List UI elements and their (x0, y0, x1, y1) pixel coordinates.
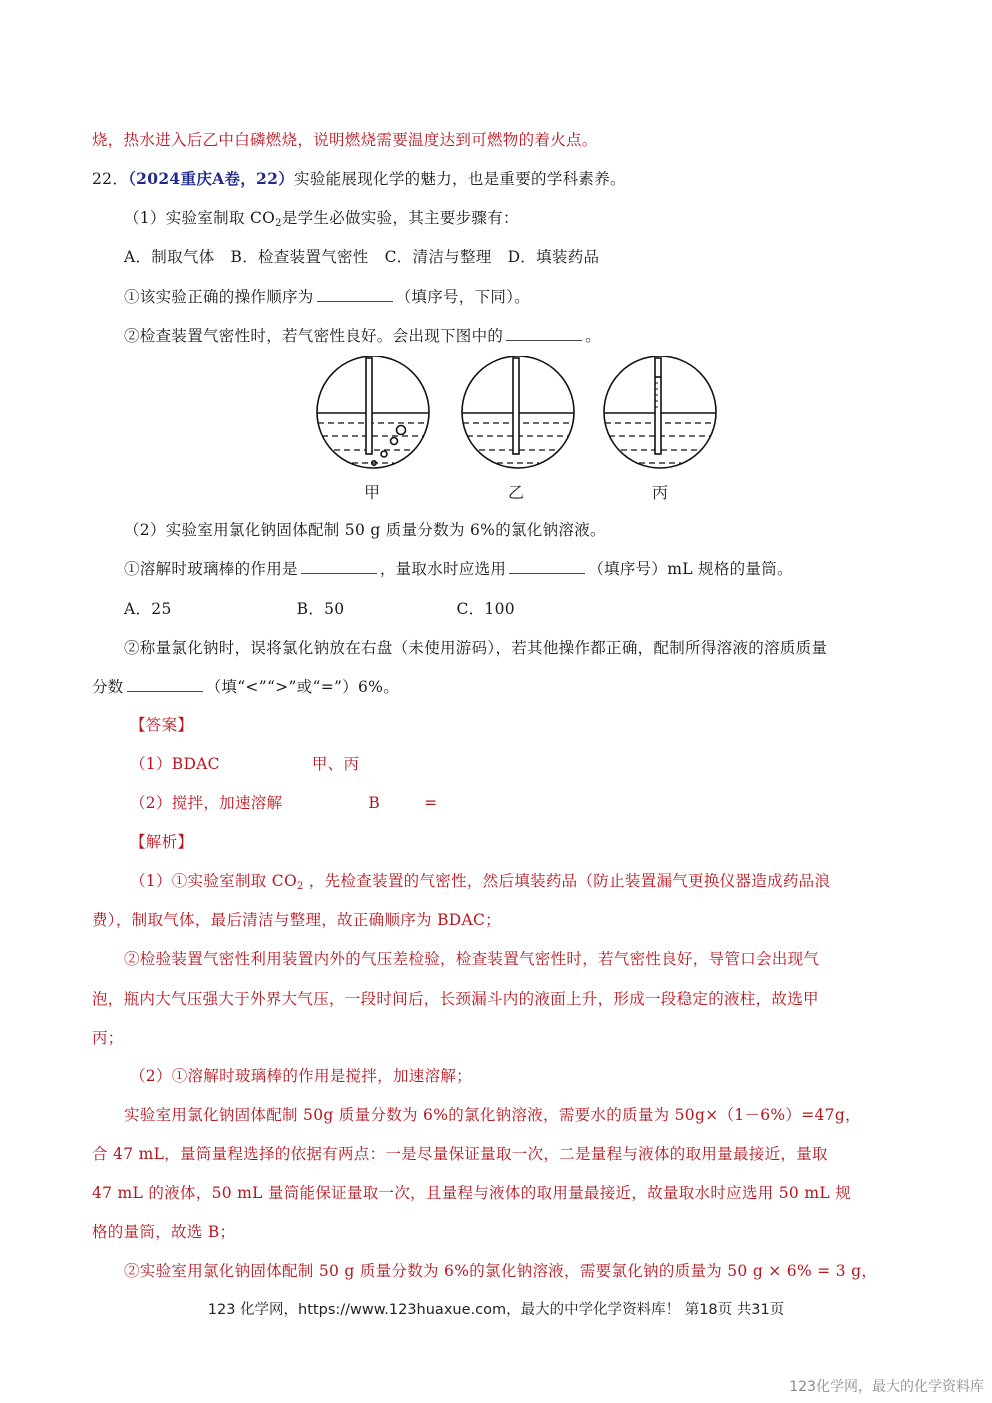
part1-q2 (124, 324, 601, 346)
part2-q1-mid: ，量取水时应选用 (379, 560, 507, 578)
answer-blank[interactable] (127, 690, 203, 692)
answer-2a: （2）搅拌，加速溶解 (130, 794, 283, 812)
option-d: D．填装药品 (507, 248, 600, 266)
analysis-p5-line1: ②实验室用氯化钠固体配制 50 g 质量分数为 6%的氯化钠溶液，需要氯化钠的质量为 50 g × 6% = 3 g， (124, 1262, 878, 1280)
answer-1b: 甲、丙 (311, 755, 360, 773)
part2-q1-prefix: ①溶解时玻璃棒的作用是 (124, 560, 298, 578)
option-c: C．清洁与整理 (384, 248, 492, 266)
analysis-heading: 【解析】 (130, 833, 194, 851)
part2-q2-prefix: 分数 (92, 678, 124, 696)
analysis-p1-line2: 费），制取气体，最后清洁与整理，故正确顺序为 BDAC； (92, 911, 501, 929)
flask-bing (604, 356, 716, 468)
part2-q1-suffix: （填序号）mL 规格的量筒。 (588, 560, 793, 578)
answer-blank[interactable] (506, 339, 582, 341)
analysis-p2-line1: ②检验装置气密性利用装置内外的气压差检验，检查装置气密性时，若气密性良好，导管口会出现气 (124, 950, 820, 968)
part2-options (124, 597, 515, 619)
part2-intro: （2）实验室用氯化钠固体配制 50 g 质量分数为 6%的氯化钠溶液。 (124, 521, 606, 539)
analysis-p1-suffix: ，先检查装置的气密性，然后填装药品（防止装置漏气更换仪器造成药品浪 (303, 872, 831, 890)
flask-jia (317, 356, 429, 468)
answer-2c: = (424, 794, 438, 812)
option-b: B．检查装置气密性 (230, 248, 369, 266)
answer-blank[interactable] (317, 300, 393, 302)
part2-q2-line2 (92, 675, 399, 697)
analysis-p2-line2: 泡，瓶内大气压强大于外界大气压，一段时间后，长颈漏斗内的液面上升，形成一段稳定的液柱，故选甲 (92, 990, 819, 1008)
option-a: A．制取气体 (124, 248, 215, 266)
analysis-p1-line1 (130, 869, 830, 892)
part1-q1 (124, 285, 530, 307)
label-bing: 丙 (652, 483, 669, 502)
part1-intro (124, 206, 519, 229)
option-b: B．50 (296, 600, 345, 618)
previous-answer-tail: 烧，热水进入后乙中白磷燃烧，说明燃烧需要温度达到可燃物的着火点。 (92, 131, 598, 149)
option-c: C．100 (456, 600, 515, 618)
part1-intro-prefix: （1）实验室制取 CO (124, 209, 276, 227)
part2-q1 (124, 557, 793, 579)
answer-blank[interactable] (301, 572, 377, 574)
question-number: 22． (92, 170, 129, 188)
part1-q1-prefix: ①该实验正确的操作顺序为 (124, 288, 314, 306)
co2-subscript: 2 (275, 218, 282, 229)
flask-diagrams (312, 356, 722, 471)
part1-q2-suffix: 。 (585, 327, 602, 345)
answer-2b: B (368, 794, 381, 812)
label-jia: 甲 (364, 483, 381, 502)
analysis-p1-prefix: （1）①实验室制取 CO (130, 872, 297, 890)
analysis-p4-line2: 合 47 mL，量筒量程选择的依据有两点：一是尽量保证量取一次，二是量程与液体的取用量最接近，量取 (92, 1145, 828, 1163)
analysis-p4-line1: 实验室用氯化钠固体配制 50g 质量分数为 6%的氯化钠溶液，需要水的质量为 50g×（1－6%）=47g， (124, 1106, 861, 1124)
question-source: （2024重庆A卷，22） (128, 169, 295, 188)
co2-subscript: 2 (296, 881, 304, 892)
airtightness-figure (312, 356, 722, 506)
analysis-p4-line3: 47 mL 的液体，50 mL 量筒能保证量取一次，且量程与液体的取用量最接近，故量取水时应选用 50 mL 规 (92, 1184, 851, 1202)
analysis-p3-line1: （2）①溶解时玻璃棒的作用是搅拌，加速溶解； (130, 1067, 472, 1085)
part1-q2-prefix: ②检查装置气密性时，若气密性良好。会出现下图中的 (124, 327, 504, 345)
part2-q2-line1: ②称量氯化钠时，误将氯化钠放在右盘（未使用游码），若其他操作都正确，配制所得溶液的溶质质量 (124, 639, 828, 657)
question-header (92, 167, 626, 189)
part1-options (124, 245, 599, 267)
part2-q2-suffix: （填“<”“>”或“=”）6%。 (205, 678, 400, 696)
label-yi: 乙 (508, 483, 525, 502)
analysis-p4-line4: 格的量筒，故选 B； (92, 1223, 236, 1241)
answer-heading: 【答案】 (130, 716, 194, 734)
answer-line1 (130, 752, 359, 774)
answer-1a: （1）BDAC (130, 755, 220, 773)
part1-intro-suffix: 是学生必做实验，其主要步骤有： (281, 209, 519, 227)
page-footer: 123 化学网，https://www.123huaxue.com，最大的中学化学资料库！ 第18页 共31页 (207, 1302, 785, 1318)
option-a: A．25 (124, 600, 172, 618)
flask-yi (462, 356, 574, 468)
analysis-p2-line3: 丙； (92, 1029, 124, 1047)
answer-blank[interactable] (509, 572, 585, 574)
question-stem: 实验能展现化学的魅力，也是重要的学科素养。 (294, 170, 626, 188)
watermark: 123化学网，最大的化学资料库 (789, 1379, 984, 1395)
answer-line2 (130, 791, 437, 813)
part1-q1-suffix: （填序号，下同）。 (395, 288, 531, 306)
